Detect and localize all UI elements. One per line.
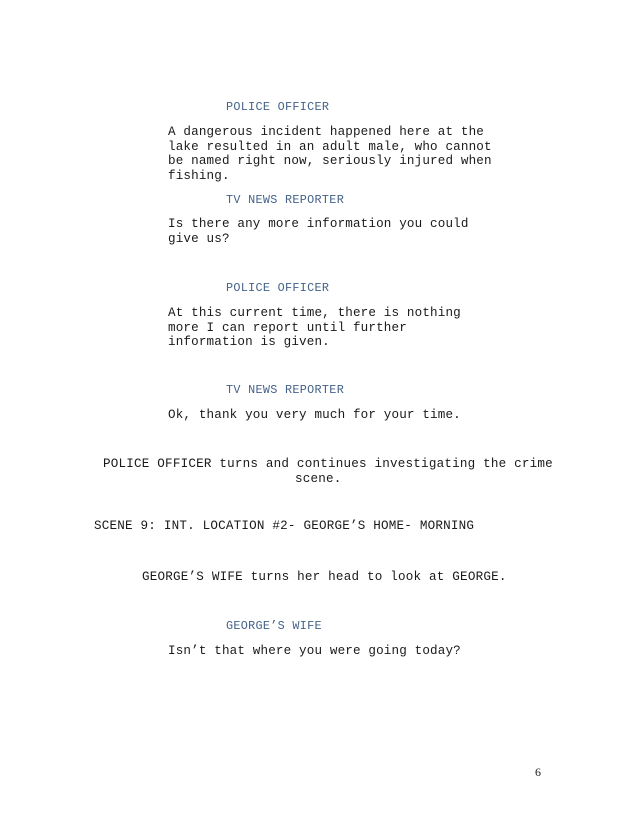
- character-name: POLICE OFFICER: [226, 281, 330, 295]
- character-name: POLICE OFFICER: [226, 100, 330, 114]
- dialogue: At this current time, there is nothing more I can report until further information is given.: [168, 306, 461, 350]
- dialogue: Is there any more information you could give us?: [168, 217, 469, 246]
- character-name: GEORGE’S WIFE: [226, 619, 322, 633]
- dialogue: A dangerous incident happened here at the lake resulted in an adult male, who cannot be named right now, seriously injured when fishing.: [168, 125, 492, 183]
- action-line: scene.: [295, 472, 342, 486]
- dialogue: Isn’t that where you were going today?: [168, 644, 461, 658]
- character-name: TV NEWS REPORTER: [226, 193, 345, 207]
- action-line: GEORGE’S WIFE turns her head to look at GEORGE.: [142, 570, 507, 584]
- page-number: 6: [535, 765, 541, 779]
- dialogue: Ok, thank you very much for your time.: [168, 408, 461, 422]
- action-line: POLICE OFFICER turns and continues investigating the crime: [103, 457, 553, 471]
- scene-heading: SCENE 9: INT. LOCATION #2- GEORGE’S HOME- MORNING: [94, 519, 475, 533]
- character-name: TV NEWS REPORTER: [226, 383, 345, 397]
